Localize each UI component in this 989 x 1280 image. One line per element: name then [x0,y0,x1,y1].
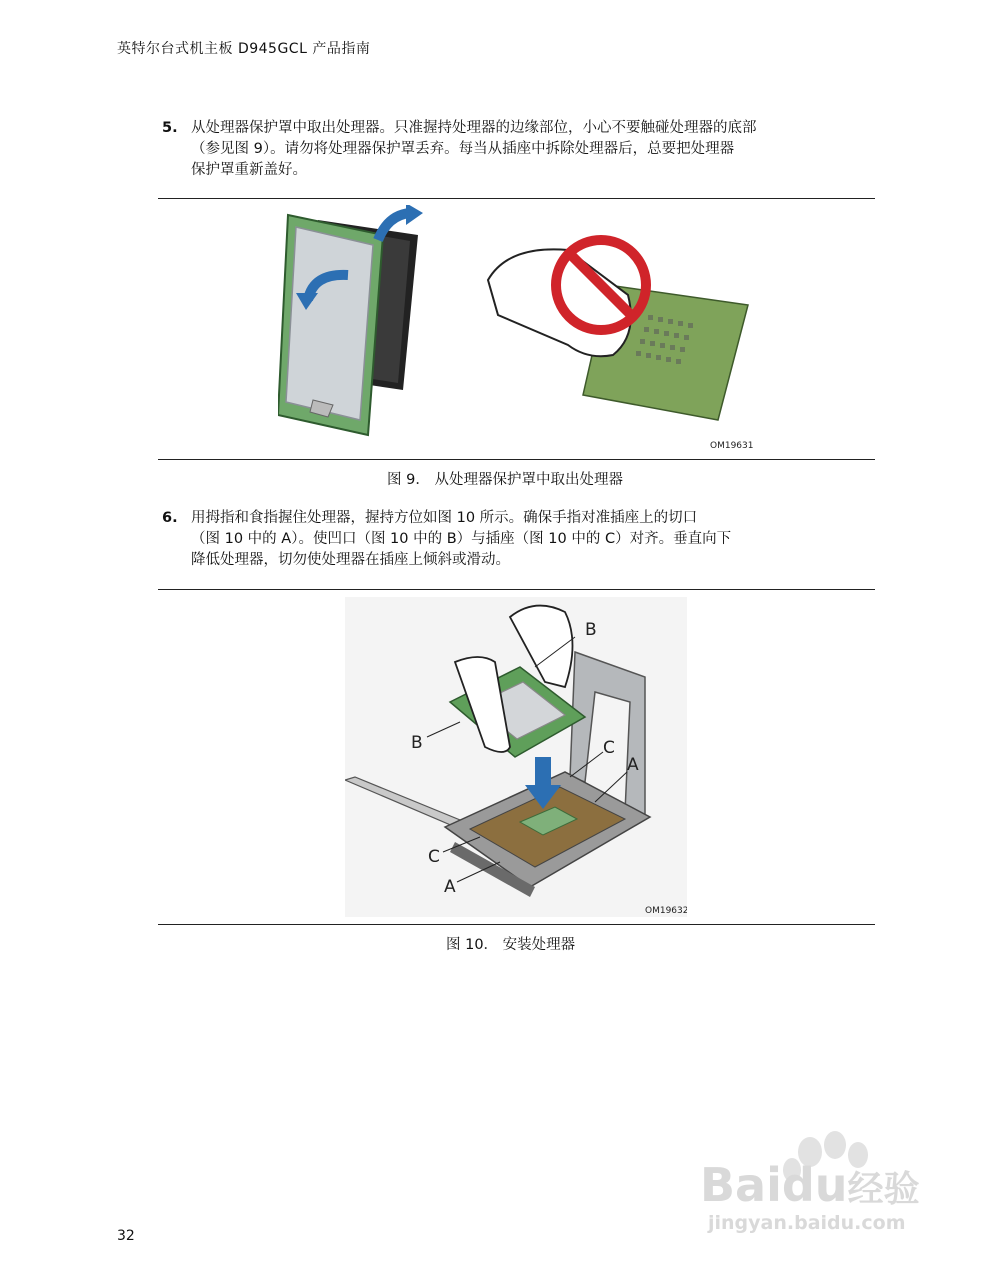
figure-bottom-rule [158,924,875,925]
callout-label: C [428,847,440,867]
watermark-url: jingyan.baidu.com [708,1212,906,1234]
figure-9-caption: 图 9． 从处理器保护罩中取出处理器 [387,472,623,488]
running-header: 英特尔台式机主板 D945GCL 产品指南 [117,41,371,57]
figure-id-label: OM19632 [645,906,687,916]
step-number: 6. [162,510,178,526]
figure-top-rule [158,198,875,199]
step-line: 降低处理器，切勿使处理器在插座上倾斜或滑动。 [191,552,510,568]
figure-bottom-rule [158,459,875,460]
watermark-logo-text: 经验 [847,1169,920,1210]
step-line: 用拇指和食指握住处理器，握持方位如图 10 所示。确保手指对准插座上的切口 [191,510,698,526]
callout-label: B [585,620,597,640]
step-line: 从处理器保护罩中取出处理器。只准握持处理器的边缘部位，小心不要触碰处理器的底部 [191,120,757,136]
figure-10-illustration [345,597,687,917]
page-number: 32 [117,1228,135,1244]
step-line: 保护罩重新盖好。 [191,162,307,178]
figure-id-label: OM19631 [710,441,753,451]
watermark-logo-text: du [781,1158,848,1212]
figure-top-rule [158,589,875,590]
step-number: 5. [162,120,178,136]
step-line: （图 10 中的 A）。使凹口（图 10 中的 B）与插座（图 10 中的 C）对齐。垂直向下 [191,531,732,547]
step-6 [162,508,821,571]
do-not-touch-image [488,240,748,420]
callout-label: A [444,877,456,897]
baidu-jingyan-watermark [700,1130,940,1240]
watermark-logo-text: Bai [700,1158,782,1212]
figure-9-illustration [278,205,753,455]
processor-cover-image [278,205,423,435]
step-line: （参见图 9）。请勿将处理器保护罩丢弃。每当从插座中拆除处理器后，总要把处理器 [191,141,735,157]
callout-label: C [603,738,615,758]
figure-10-caption: 图 10． 安装处理器 [446,937,576,953]
step-5 [162,118,821,181]
callout-label: A [627,755,639,775]
callout-label: B [411,733,423,753]
